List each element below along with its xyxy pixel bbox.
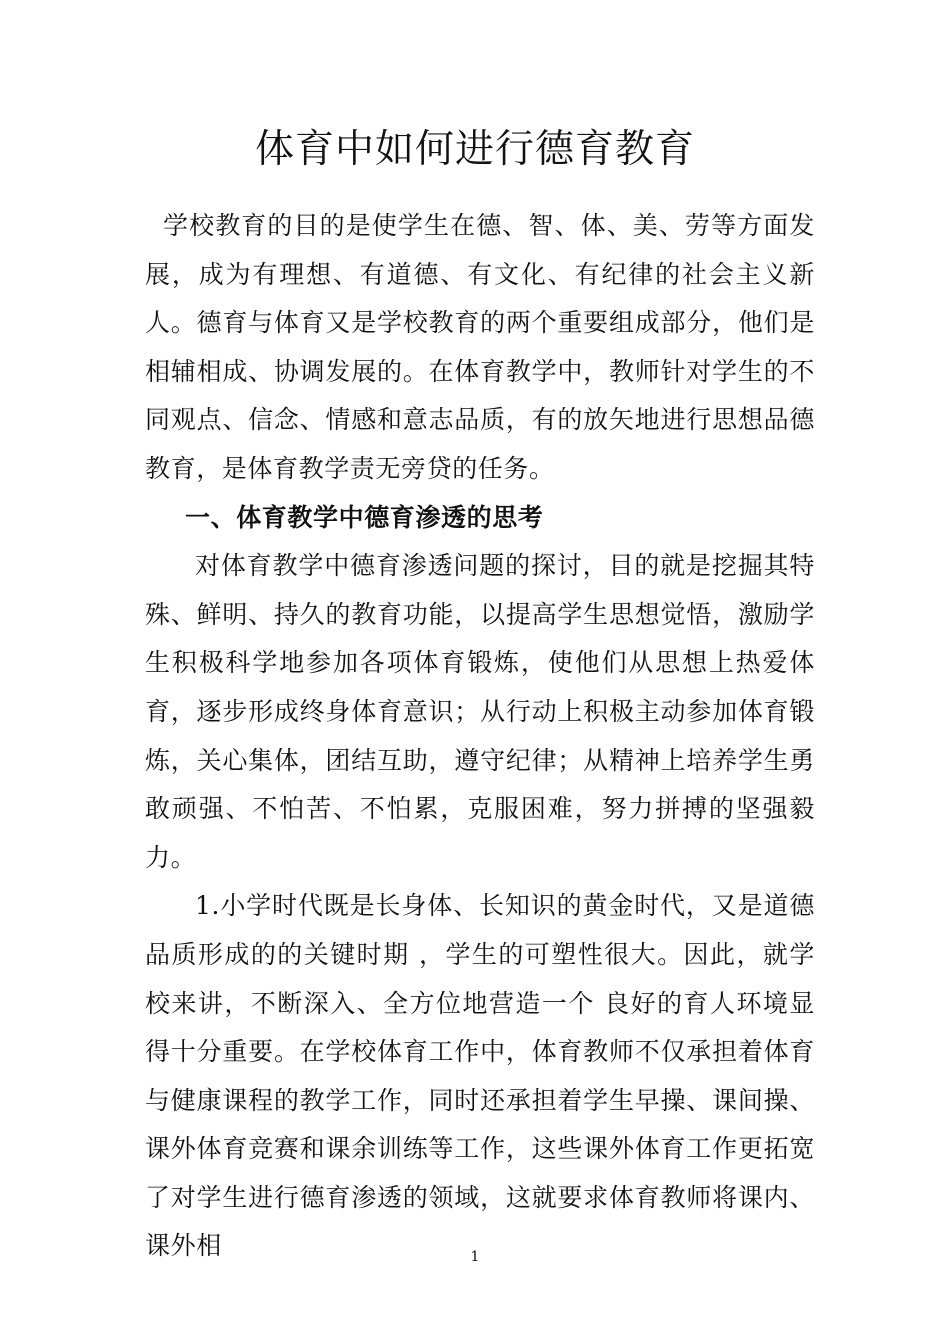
section-paragraph: 对体育教学中德育渗透问题的探讨，目的就是挖掘其特殊、鲜明、持久的教育功能，以提高学生思想觉悟，激励学生积极科学地参加各项体育锻炼，使他们从思想上热爱体育，逐步形成终身体育意识；从行动上积极主动参加体育锻炼，关心集体，团结互助，遵守纪律；从精神上培养学生勇敢顽强、不怕苦、不怕累，克服困难，努力拼搏的坚强毅力。 [145,551,815,872]
document-body [145,202,815,1271]
section-heading: 一、体育教学中德育渗透的思考 [185,502,544,532]
document-title: 体育中如何进行德育教育 [254,127,695,172]
page-number: 1 [470,1249,480,1265]
intro-paragraph: 学校教育的目的是使学生在德、智、体、美、劳等方面发展，成为有理想、有道德、有文化、有纪律的社会主义新人。德育与体育又是学校教育的两个重要组成部分，他们是相辅相成、协调发展的。在体育教学中，教师针对学生的不同观点、信念、情感和意志品质，有的放矢地进行思想品德教育，是体育教学责无旁贷的任务。 [145,211,815,483]
numbered-paragraph: 1.小学时代既是长身体、长知识的黄金时代，又是道德品质形成的的关键时期 ，学生的可塑性很大。因此，就学校来讲，不断深入、全方位地营造一个 良好的育人环境显得十分重要。在学校体育工作中，体育教师不仅承担着体育与健康课程的教学工作，同时还承担着学生早操、课间操、课外体育竞赛和课余训练等工作，这些课外体育工作更拓宽了对学生进行德育渗透的领域，这就要求体育教师将课内、课外相 [145,891,815,1261]
